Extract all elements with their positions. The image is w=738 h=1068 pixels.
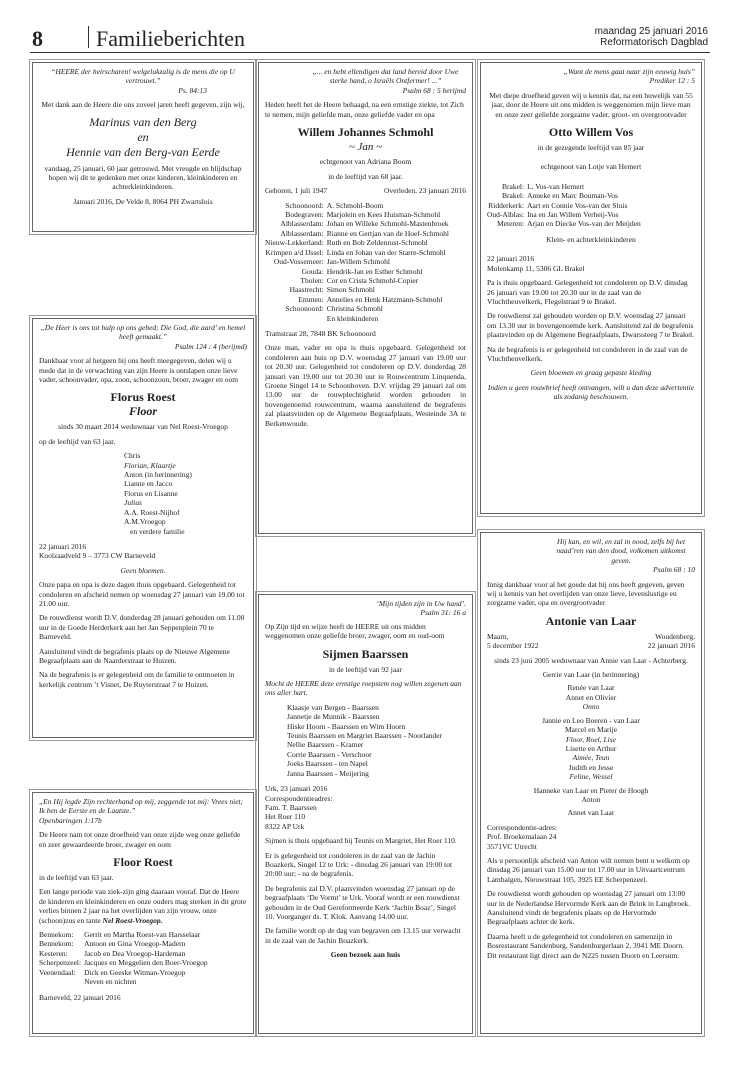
family-place: Alblasserdam: [280, 219, 324, 229]
family-table [39, 930, 247, 986]
family-member: L. Vos-van Hemert [527, 181, 585, 191]
ad-paragraph: Aansluitend vindt de begrafenis plaats op de Nieuwe Algemene Begraafplaats aan de Naarderstraat te Huizen. [39, 646, 230, 665]
family-member: Anton (in herinnering) [124, 470, 192, 480]
family-member: Annet en Olivier [565, 692, 617, 702]
family-member: Onno [582, 702, 600, 712]
family-member: Linda en Johan van der Starre-Schmohl [326, 247, 446, 257]
ad-address: Koolzaadveld 9 – 3773 CW Barneveld [39, 551, 156, 561]
family-member: Ruth en Bob Zeldenrust-Schmohl [326, 238, 428, 248]
ad-footer: Barneveld, 22 januari 2016 [39, 992, 121, 1002]
family-place: Ridderkerk: [488, 200, 525, 210]
family-place: Bennekom: [39, 930, 74, 940]
ad-florus-roest [32, 318, 254, 738]
header-dateline [595, 26, 708, 48]
ad-address: Tramstraat 28, 7848 BK Schoonoord [265, 328, 376, 338]
ad-paragraph: Na de begrafenis is er gelegenheid tot condoleren in de zaal van de Vluchtheuvelkerk. [487, 344, 688, 363]
section-title: Familieberichten [96, 26, 246, 51]
ad-quote: „En Hij legde Zijn rechterhand op mij, zeggende tot mij: Vrees niet; Ik ben de Eerste en de Laatste.” [39, 797, 244, 816]
ad-paragraph: Pa is thuis opgebaard. Gelegenheid tot condoleren op D.V. dinsdag 26 januari van 19.00 tot 20.30 uur in de zaal van de Vluchtheuvelkerk, Flegelstraat 9 te Brakel. [487, 278, 688, 306]
ad-corr-line: Prof. Broekemalaan 24 [487, 832, 557, 842]
ad-quote: „Want de mens gaat naar zijn eeuwig huis” [563, 67, 695, 76]
couple-name-1: Marinus van den Berg [89, 114, 197, 129]
ad-quote: “HEERE der heirscharen! welgelukzalig is de mens die op U vertrouwt.” [51, 67, 235, 86]
birth-place: Maarn, [487, 631, 509, 641]
ad-date: 22 januari 2016 [487, 254, 535, 264]
family-member: A.M.Vroegop [124, 517, 166, 527]
family-member: Simon Schmohl [326, 285, 375, 295]
ad-corr-label: Correspondentieadres: [265, 793, 333, 803]
family-member: Lisette en Arthur [565, 743, 617, 753]
family-member: Arjan en Diecke Vos-van der Meijden [527, 219, 641, 229]
family-place: Bodegraven: [285, 210, 324, 220]
ad-quote-ref: Psalm 124 : 4 (berijmd) [174, 341, 247, 351]
ad-quote-ref: Psalm 68 : 5 berijmd [402, 85, 466, 95]
ad-paragraph: De rouwdienst zal gehouden worden op D.V. woensdag 27 januari om 13.30 uur in bovengenoemde kerk. Aansluitend zal de begrafenis plaatsvinden op de Algemene Begraafplaats, Dwarssteeg 7 te Brakel. [487, 311, 695, 340]
ad-intro: Op Zijn tijd en wijze heeft de HEERE uit ons midden weggenomen onze geliefde broer, zwager, oom en oud-oom [265, 621, 445, 641]
ad-italic-note: Indien u geen rouwbrief heeft ontvangen, wilt u dan deze advertentie als zodanig beschouwen. [487, 382, 695, 402]
family-member: Hendrik-Jan en Esther Schmohl [326, 266, 423, 276]
family-member: Nellie Baarssen - Kramer [287, 740, 364, 750]
family-place: Krimpen a/d IJssel: [265, 247, 324, 257]
newspaper-name: Reformatorisch Dagblad [600, 37, 708, 48]
family-member: Jannetje de Munnik - Baarssen [287, 712, 380, 722]
family-member: Hanneke van Laar en Pieter de Hoogh [533, 785, 649, 795]
family-member: Janna Baarssen - Meijering [287, 768, 369, 778]
family-place: Tholen: [300, 275, 324, 285]
ad-since: sinds 30 maart 2014 weduwnaar van Nel Roest-Vroegop [58, 422, 228, 432]
deceased-name: Antonie van Laar [545, 613, 637, 628]
family-place: Brakel: [502, 191, 525, 201]
ad-age: in de leeftijd van 63 jaar. [39, 873, 114, 883]
ad-body-bold: Nel Roest-Vroegop. [102, 915, 163, 925]
ad-dates [265, 186, 466, 195]
family-place: Oud-Vossemeer: [273, 257, 324, 267]
ad-grandkids: Klein- en achterkleinkinderen [546, 234, 636, 244]
ad-paragraph: Na de begrafenis is er gelegenheid om de familie te ontmoeten in kerkelijk centrum ’t Visnet, De Ruyterstraat 7 te Huizen. [39, 670, 235, 689]
ad-quote-ref: Openbaringen 1:17b [39, 815, 102, 825]
birth-block [487, 632, 539, 651]
family-place: Schoonoord: [285, 200, 324, 210]
family-member: Antoon en Gina Vroegop-Madern [84, 939, 186, 949]
family-place: Oud-Alblas: [487, 210, 525, 220]
ad-date: Urk, 23 januari 2016 [265, 784, 328, 794]
ad-age: in de leeftijd van 68 jaar. [328, 171, 403, 181]
family-place: Alblasserdam: [280, 228, 324, 238]
family-member: Lianne en Jacco [124, 479, 173, 489]
ad-quote: Hij kan, en wil, en zal in nood, zelfs bij het naad’ren van den dood, volkomen uitkomst geven. [556, 537, 686, 565]
family-place: Bennekom: [39, 939, 74, 949]
death-date: Overleden, 23 januari 2016 [383, 186, 466, 196]
ad-quote-ref: Psalm 31: 16 a [420, 608, 466, 618]
ad-quote: „... en hebt ellendigen dat land bereid door Uwe sterke hand, o Israëls Ontfermer! ...” [312, 67, 459, 86]
family-member: Aart en Connie Vos-van der Sluis [527, 200, 628, 210]
ad-otto-vos [480, 62, 702, 514]
ad-italic-note: Mocht de HEERE deze ernstige roepstem nog willen zegenen aan ons aller hart. [265, 679, 462, 698]
issue-date: maandag 25 januari 2016 [594, 26, 708, 37]
ad-paragraph: De familie wordt op de dag van begraven om 13.15 uur verwacht in de zaal van de Jachin Boazkerk. [265, 926, 461, 945]
family-place: Emmen: [298, 294, 324, 304]
ad-spouse: echtgenoot van Lotje van Hemert [540, 162, 642, 172]
couple-name-2: Hennie van den Berg-van Eerde [66, 144, 220, 159]
family-member: Johan en Willeke Schmohl-Mastenbroek [326, 219, 449, 229]
family-member: A. Schmohl-Boom [326, 200, 384, 210]
family-member: Rianne en Gertjan van de Hoef-Schmohl [326, 228, 449, 238]
family-member: Marjolein en Kees Huisman-Schmohl [326, 210, 441, 220]
ad-quote: „De Heer is ons tot hulp op ons gebed; Die God, die aard’ en hemel heeft gemaakt.” [40, 323, 246, 342]
ad-paragraph: Onze papa en opa is deze dagen thuis opgebaard. Gelegenheid tot condoleren en afscheid nemen op woensdag 27 januari van 19.00 tot 21.00 uur. [39, 580, 245, 608]
ad-corr-line: 8322 AP Urk [265, 821, 305, 831]
ad-italic-note: Geen bloemen en graag gepaste kleding [530, 368, 652, 378]
ad-paragraph: De rouwdienst wordt D.V. donderdag 28 januari gehouden om 11.00 uur in de Goede Herderkerk aan het Jan Seppenplein 70 te Barneveld. [39, 613, 245, 642]
family-place: Scherpenzeel: [39, 958, 82, 968]
page-header [30, 22, 710, 53]
ad-quote-ref: Ps. 84:13 [178, 85, 207, 95]
deceased-name: Otto Willem Vos [548, 125, 634, 140]
family-member: Gerrit en Martha Roest-van Harsselaar [84, 930, 201, 940]
family-place: Veenendaal: [39, 967, 76, 977]
family-member: Hiske Hoorn - Baarssen en Wim Hoorn [287, 721, 406, 731]
ad-footer: Geen bezoek aan huis [330, 950, 401, 960]
deceased-nickname: ~ Jan ~ [348, 141, 383, 154]
family-member: Julius [124, 498, 142, 508]
family-place [265, 314, 324, 323]
family-member: Chris [124, 451, 141, 461]
family-place: Meteren: [497, 219, 525, 229]
ad-intro: Met diepe droefheid geven wij u kennis dat, na een huwelijk van 55 jaar, door de Heere uit ons midden is weggenomen mijn lieve man en onze zeer geliefde zorgzame vader, groot- en overgrootvader [489, 90, 693, 119]
ad-quote: ‘Mijn tijden zijn in Uw hand’. [376, 599, 466, 608]
family-member: Florian, Klaartje [124, 460, 176, 470]
ad-footer: Januari 2016, De Velde 8, 8064 PH Zwartsluis [73, 196, 213, 206]
family-member: Florus en Lisanne [124, 488, 178, 498]
death-date: 22 januari 2016 [647, 641, 695, 651]
ad-sijmen-baarssen [258, 594, 473, 1034]
ad-age: op de leeftijd van 63 jaar. [39, 436, 116, 446]
ad-body-text: Een lange periode van ziek-zijn ging daaraan vooraf. Dat de Heere de kinderen en kleinkinderen en onze ouders mag sterken in dit grote verlies binnen 2 jaar na het overlijden van zijn vrouw, onze (schoon)zus en tante [39, 887, 247, 925]
family-member: Christina Schmohl [326, 304, 383, 314]
family-place: Schoonoord: [285, 304, 324, 314]
ad-corr-label: Correspondentie-adres: [487, 822, 557, 832]
family-member: Gerrie van Laar (in herinnering) [542, 670, 640, 680]
family-list [39, 451, 247, 536]
family-place: Kesteren: [39, 948, 68, 958]
family-member: Judith en Jesse [568, 762, 614, 772]
family-member: Feline, Wessel [569, 772, 613, 782]
ad-since: sinds 23 juni 2005 weduwnaar van Annie van Laar - Achterberg. [494, 655, 688, 665]
ad-body [39, 887, 247, 925]
ad-age: in de gezegende leeftijd van 85 jaar [537, 143, 645, 153]
ad-quote-ref: Psalm 68 : 10 [653, 565, 695, 575]
family-place [39, 977, 81, 986]
family-member: Dick en Geeske Witman-Vroegop [84, 967, 186, 977]
ad-corr-line: Fam. T. Baarssen [265, 802, 317, 812]
family-member: A.A. Roest-Nijhof [124, 507, 180, 517]
birth-date: 5 december 1922 [487, 641, 539, 651]
ad-body: vandaag, 25 januari, 60 jaar getrouwd. Met vreugde en blijdschap hopen wij dit te gedenken met onze kinderen, kleinkinderen en achterkleinkinderen. [44, 163, 242, 192]
family-place: Nieuw-Lekkerland: [265, 238, 324, 248]
ad-corr-line: 3571VC Utrecht [487, 841, 537, 851]
ad-schmohl [258, 62, 473, 534]
ad-intro: Innig dankbaar voor al het goede dat hij ons heeft gegeven, geven wij u kennis van het overlijden van onze lieve, levenslustige en zorgzame vader, opa en overgrootvader [487, 579, 685, 608]
family-member: Floor, Roel, Lise [566, 734, 616, 744]
death-block [648, 632, 695, 651]
family-member: Jacques en Meggelien den Boer-Vroegop [84, 958, 208, 968]
ad-paragraph: Als u persoonlijk afscheid van Anton wilt nemen bent u welkom op dinsdag 26 januari van 15.00 uur tot 17.00 uur in Uitvaartcentrum Lambalgen, Nieuwstraat 105, 3925 EE Scherpenzeel. [487, 855, 690, 884]
ad-paragraph: Daarna heeft u de gelegenheid tot condoleren en samenzijn in Bosrestaurant Sandenburg, Sandenburgerlaan 2, 3941 ME Doorn. Dit restaurant ligt direct aan de N225 tussen Doorn en Leersum. [487, 931, 684, 960]
ad-vandenberg [32, 62, 254, 232]
ad-age: in de leeftijd van 92 jaar [328, 664, 403, 674]
family-member: Corrie Baarssen - Verschoor [287, 749, 372, 759]
family-member: Anneke en Marc Bouman-Vos [527, 191, 618, 201]
ad-spouse: echtgenoot van Adriana Boom [319, 157, 412, 167]
family-member: en verdere familie [130, 526, 185, 536]
family-place: Gouda: [301, 266, 324, 276]
family-member: Annet van Laar [567, 808, 615, 818]
ad-date: 22 januari 2016 [39, 541, 87, 551]
ad-floor-roest [32, 792, 254, 1034]
page-number: 8 [32, 26, 43, 51]
ad-paragraph: De rouwdienst wordt gehouden op woensdag 27 januari om 13:00 uur in de Nederlandse Hervormde Kerk aan de Brink in Langbroek. Aansluitend vindt de begrafenis plaats op de Hervormde Begraafplaats achter de kerk. [487, 889, 691, 927]
deceased-name: Floor Roest [113, 855, 173, 870]
ad-quote-ref: Prediker 12 : 5 [649, 76, 695, 86]
death-place: Woudenberg, [655, 631, 695, 641]
family-place: Brakel: [502, 181, 525, 191]
family-table [487, 182, 695, 229]
ad-paragraph: Er is gelegenheid tot condoleren in de zaal van de Jachin Boazkerk, Singel 12 te Urk: - dinsdag 26 januari van 19:00 tot 20:00 uur; - na de begrafenis. [265, 850, 453, 879]
family-member: Joeks Baarssen - ten Napel [287, 759, 368, 769]
family-member: Teunis Baarssen en Margriet Baarssen - Noorlander [287, 731, 443, 741]
ad-intro: Dankbaar voor al hetgeen hij ons heeft meegegeven, delen wij u mede dat in de verwachting van zijn Heere is ontslapen onze lieve vader, schoonvader, opa, zoon, schoonzoon, broer, zwager en oom [39, 356, 239, 385]
ad-antonie-van-laar [480, 532, 702, 1034]
deceased-name: Florus Roest [110, 390, 176, 405]
family-place: Haastrecht: [289, 285, 324, 295]
family-member: Annelies en Henk Hatzmann-Schmohl [326, 294, 443, 304]
ad-paragraph: De begrafenis zal D.V. plaatsvinden woensdag 27 januari op de begraafplaats ‘De Vormt’ te Urk. Vooraf wordt er een rouwdienst gehouden in de Oud Gereformeerde Kerk ‘Jachin Boaz’, Singel 10. Voorganger ds. T. Klok. Aanvang 14.00 uur. [265, 883, 460, 921]
ad-address: Molenkamp 11, 5306 GL Brakel [487, 263, 585, 273]
ad-intro: De Heere nam tot onze droefheid van onze zijde weg onze geliefde en zeer gewaardeerde broer, zwager en oom [39, 830, 241, 849]
family-member: En kleinkinderen [326, 313, 379, 323]
ad-dates [487, 632, 695, 651]
header-divider [88, 26, 89, 48]
family-member: Neven en nichten [84, 977, 137, 987]
deceased-nickname: Floor [128, 404, 157, 419]
deceased-name: Sijmen Baarssen [322, 646, 409, 661]
family-member: Jacob en Dea Vroegop-Hardeman [84, 948, 186, 958]
family-member: Jannie en Leo Boeren - van Laar [542, 715, 640, 725]
family-member: Jan-Willem Schmohl [326, 257, 390, 267]
family-member: Anton [581, 794, 601, 804]
ad-paragraph: Sijmen is thuis opgebaard bij Teunis en Margriet, Het Roer 110. [265, 836, 457, 846]
family-member: Ina en Jan Willem Verheij-Vos [527, 210, 619, 220]
ad-intro: Met dank aan de Heere die ons zoveel jaren heeft gegeven, zijn wij, [41, 100, 245, 110]
ad-corr-line: Het Roer 110 [265, 812, 306, 822]
family-member: Klaasje van Bergen - Baarssen [287, 702, 379, 712]
birth-date: Geboren, 1 juli 1947 [265, 186, 328, 196]
deceased-name: Willem Johannes Schmohl [297, 125, 434, 140]
couple-and: en [137, 129, 149, 144]
ad-flowers: Geen bloemen. [120, 565, 166, 575]
family-table [265, 201, 466, 323]
family-list [265, 703, 466, 778]
family-member: Marcel en Marije [564, 725, 618, 735]
family-member: Renée van Laar [567, 683, 615, 693]
ad-body: Onze man, vader en opa is thuis opgebaard. Gelegenheid tot condoleren aan huis op D.V. woensdag 27 januari van 19.00 uur tot 20.30 uur. Gelegenheid tot condoleren op D.V. donderdag 28 januari van 19.00 uur tot 20.30 uur in Rouwcentrum Linquenda, Groene Singel 14 te Schoonhoven. D.V. vrijdag 29 januari zal om 13.00 uur de rouwplechtigheid worden gehouden in bovengenoemd rouwcentrum, waarna aansluitend de begrafenis zal plaatsvinden op de Algemene Begraafplaats, Westeinde 3A te Berkenwoude. [265, 343, 466, 428]
family-list [487, 670, 695, 818]
family-member: Aimée, Teun [572, 753, 610, 763]
ad-intro: Heden heeft het de Heere behaagd, na een ernstige ziekte, tot Zich te nemen, mijn geliefde man, onze geliefde vader en opa [265, 100, 464, 119]
family-member: Cor en Crista Schmohl-Copier [326, 275, 419, 285]
